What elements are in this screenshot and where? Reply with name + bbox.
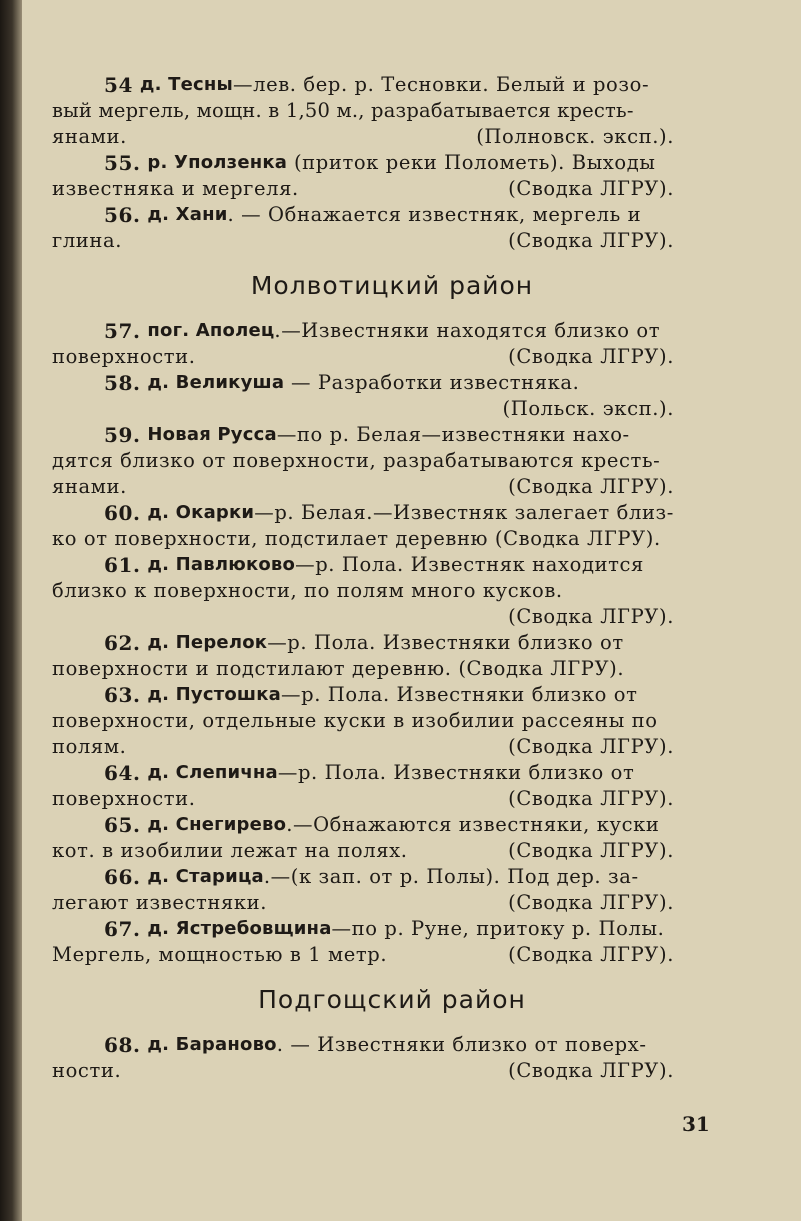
entry-60 bbox=[52, 500, 732, 552]
entry-source: (Сводка ЛГРУ). bbox=[508, 839, 674, 862]
entry-source: (Сводка ЛГРУ). bbox=[508, 787, 674, 810]
entry-source: (Сводка ЛГРУ). bbox=[508, 605, 674, 628]
entry-66 bbox=[52, 864, 732, 916]
entry-text: ко от поверхности, подстилает деревню (Сводка ЛГРУ). bbox=[52, 527, 661, 550]
entry-text: . — Обнажается известняк, мергель и bbox=[227, 203, 642, 226]
place-name: д. Бараново bbox=[147, 1034, 277, 1055]
place-name: Новая Русса bbox=[147, 424, 277, 445]
book-page bbox=[22, 0, 801, 1221]
entry-57 bbox=[52, 318, 732, 370]
place-name: д. Старица bbox=[147, 866, 264, 887]
entry-number: 56. bbox=[104, 203, 141, 227]
entry-source: (Сводка ЛГРУ). bbox=[508, 943, 674, 966]
entry-number: 68. bbox=[104, 1033, 141, 1057]
entry-text: поверхности. bbox=[52, 787, 196, 810]
entry-55 bbox=[52, 150, 732, 202]
entry-source: (Сводка ЛГРУ). bbox=[508, 735, 674, 758]
entry-text: полям. bbox=[52, 735, 127, 758]
entry-56 bbox=[52, 202, 732, 254]
entry-text: —р. Пола. Известняки близко от bbox=[281, 683, 638, 706]
entry-number: 58. bbox=[104, 371, 141, 395]
entry-text: —по р. Белая—известняки нахо- bbox=[276, 423, 630, 446]
entry-number: 60. bbox=[104, 501, 141, 525]
place-name: д. Павлюково bbox=[147, 554, 296, 575]
entry-number: 61. bbox=[104, 553, 141, 577]
place-name: д. Ястребовщина bbox=[147, 918, 332, 939]
entry-number: 67. bbox=[104, 917, 141, 941]
place-name: д. Великуша bbox=[147, 372, 285, 393]
entry-number: 59. bbox=[104, 423, 141, 447]
entry-text: ности. bbox=[52, 1059, 122, 1082]
entry-source: (Сводка ЛГРУ). bbox=[508, 177, 674, 200]
place-name: пог. Аполец bbox=[147, 320, 275, 341]
entry-text: вый мергель, мощн. в 1,50 м., разрабатывается кресть- bbox=[52, 99, 634, 122]
entry-number: 66. bbox=[104, 865, 141, 889]
entry-62 bbox=[52, 630, 732, 682]
entry-source: (Сводка ЛГРУ). bbox=[508, 475, 674, 498]
entry-source: (Сводка ЛГРУ). bbox=[508, 345, 674, 368]
entry-number: 63. bbox=[104, 683, 141, 707]
entry-text: . — Известняки близко от поверх- bbox=[276, 1033, 647, 1056]
entry-number: 54 bbox=[104, 73, 134, 97]
entry-number: 55. bbox=[104, 151, 141, 175]
place-name: д. Окарки bbox=[147, 502, 255, 523]
place-name: д. Слепична bbox=[147, 762, 278, 783]
place-name: д. Пустошка bbox=[147, 684, 282, 705]
entry-text: —р. Пола. Известняки близко от bbox=[267, 631, 624, 654]
entry-text: —по р. Руне, притоку р. Полы. bbox=[331, 917, 665, 940]
entry-source: (Полновск. эксп.). bbox=[476, 125, 674, 148]
place-name: д. Тесны bbox=[139, 74, 233, 95]
section-heading-podgoshchsky: Подгощский район bbox=[258, 985, 526, 1014]
entry-text: известняка и мергеля. bbox=[52, 177, 299, 200]
entry-59 bbox=[52, 422, 732, 500]
entry-text: глина. bbox=[52, 229, 123, 252]
entry-number: 57. bbox=[104, 319, 141, 343]
entry-58 bbox=[52, 370, 732, 422]
place-name: д. Снегирево bbox=[147, 814, 287, 835]
entry-64 bbox=[52, 760, 732, 812]
place-name: д. Хани bbox=[147, 204, 228, 225]
entry-text: .—(к зап. от р. Полы). Под дер. за- bbox=[263, 865, 639, 888]
entry-source: (Польск. эксп.). bbox=[502, 397, 674, 420]
entry-source: (Сводка ЛГРУ). bbox=[508, 1059, 674, 1082]
entry-67 bbox=[52, 916, 732, 968]
entry-number: 65. bbox=[104, 813, 141, 837]
entry-number: 64. bbox=[104, 761, 141, 785]
entry-source: (Сводка ЛГРУ). bbox=[508, 229, 674, 252]
entry-text: поверхности. bbox=[52, 345, 196, 368]
entry-text: —р. Белая.—Известняк залегает близ- bbox=[254, 501, 674, 524]
entry-text: Мергель, мощностью в 1 метр. bbox=[52, 943, 388, 966]
entry-text: —лев. бер. р. Тесновки. Белый и розо- bbox=[232, 73, 650, 96]
entry-text: кот. в изобилии лежат на полях. bbox=[52, 839, 408, 862]
entry-63 bbox=[52, 682, 732, 760]
entry-text: поверхности, отдельные куски в изобилии рассеяны по bbox=[52, 709, 658, 732]
place-name: д. Перелок bbox=[147, 632, 268, 653]
entry-text: (приток реки Полометь). Выходы bbox=[293, 151, 656, 174]
entry-text: янами. bbox=[52, 125, 127, 148]
entry-text: поверхности и подстилают деревню. (Сводка ЛГРУ). bbox=[52, 657, 625, 680]
entry-source: (Сводка ЛГРУ). bbox=[508, 891, 674, 914]
entry-text: .—Обнажаются известняки, куски bbox=[286, 813, 660, 836]
entry-text: — Разработки известняка. bbox=[291, 371, 580, 394]
entry-text: янами. bbox=[52, 475, 127, 498]
page-number: 31 bbox=[682, 1112, 710, 1136]
entry-text: —р. Пола. Известняки близко от bbox=[277, 761, 635, 784]
entry-61 bbox=[52, 552, 732, 630]
entry-text: легают известняки. bbox=[52, 891, 268, 914]
entry-text: —р. Пола. Известняк находится bbox=[295, 553, 644, 576]
book-spine-shadow bbox=[0, 0, 22, 1221]
entry-68 bbox=[52, 1032, 732, 1084]
entry-number: 62. bbox=[104, 631, 141, 655]
place-name: р. Уползенка bbox=[147, 152, 288, 173]
entry-65 bbox=[52, 812, 732, 864]
entry-54 bbox=[52, 72, 732, 150]
entry-text: дятся близко от поверхности, разрабатываются кресть- bbox=[52, 449, 661, 472]
page-content bbox=[52, 72, 732, 1084]
section-heading-molvotitsky: Молвотицкий район bbox=[250, 271, 534, 300]
entry-text: .—Известняки находятся близко от bbox=[274, 319, 661, 342]
entry-text: близко к поверхности, по полям много кусков. bbox=[52, 579, 563, 602]
